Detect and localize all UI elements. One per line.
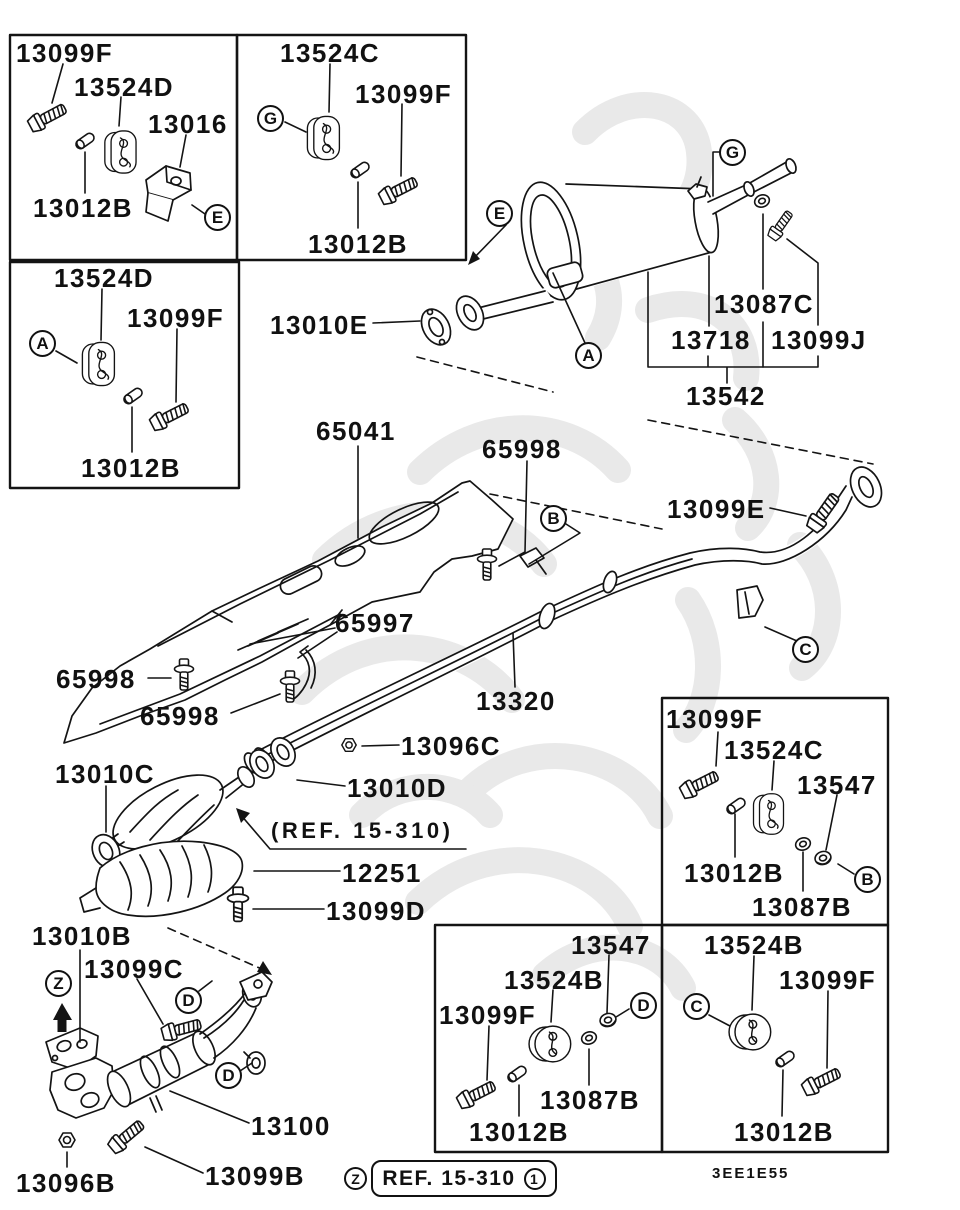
footer-ref-badge: 1 <box>524 1168 546 1190</box>
callout-G: G <box>257 105 284 132</box>
ring-13087C-icon <box>753 193 771 209</box>
part-label: 13099B <box>205 1161 306 1191</box>
box3-parts <box>82 342 190 432</box>
part-label: 13099F <box>16 38 114 68</box>
bolt-13099B-icon <box>106 1117 147 1155</box>
part-label: 13099F <box>127 303 225 333</box>
bolt-13099F-icon <box>148 400 190 433</box>
bottom-right-box-parts <box>729 1014 843 1098</box>
nut-13547-icon <box>814 850 833 867</box>
gasket-13010E-icon <box>416 304 457 350</box>
part-label: 65998 <box>482 434 562 464</box>
hanger-13524B-icon <box>729 1014 771 1050</box>
part-label: 13012B <box>33 193 134 223</box>
heat-shield-drawing <box>64 481 513 743</box>
part-label: 13016 <box>148 109 228 139</box>
part-label: 12251 <box>342 858 422 888</box>
pin-13012B-icon <box>506 1065 528 1084</box>
hanger-13524D-icon <box>105 131 136 173</box>
callout-A: A <box>575 342 602 369</box>
pin-13012B-icon <box>349 161 371 180</box>
nut-13096B-icon <box>59 1133 75 1147</box>
diagram-code: 3EE1E55 <box>712 1165 790 1182</box>
part-label: 13099F <box>439 1000 537 1030</box>
part-label: 13099F <box>355 79 453 109</box>
bolt-13099F-icon <box>377 174 419 207</box>
part-label: 13524D <box>74 72 175 102</box>
part-label: 13099F <box>779 965 877 995</box>
bolt-13099J-icon <box>766 209 795 242</box>
callout-D: D <box>175 987 202 1014</box>
part-label: 13012B <box>308 229 409 259</box>
part-label: 13718 <box>671 325 751 355</box>
box2-parts <box>307 116 419 206</box>
part-label: 13096C <box>401 731 502 761</box>
callout-E: E <box>486 200 513 227</box>
hanger-13524C-icon <box>754 794 784 835</box>
callout-B: B <box>854 866 881 893</box>
callout-B: B <box>540 505 567 532</box>
ring-13087B-icon <box>794 836 812 852</box>
hanger-13524B-icon <box>529 1026 571 1062</box>
part-label: 13100 <box>251 1111 331 1141</box>
part-label: 13010C <box>55 759 156 789</box>
part-label: 65997 <box>335 608 415 638</box>
part-label: 65998 <box>140 701 220 731</box>
part-label: 13099J <box>771 325 867 355</box>
bolt-13099F-icon <box>800 1065 842 1098</box>
part-label: 13012B <box>469 1117 570 1147</box>
callout-A: A <box>29 330 56 357</box>
part-label: 13010D <box>347 773 448 803</box>
part-label: 13012B <box>734 1117 835 1147</box>
part-label: 13010E <box>270 310 369 340</box>
part-label: 65041 <box>316 416 396 446</box>
bracket-13016-icon <box>146 166 191 221</box>
z-direction-arrow-icon <box>53 1003 72 1032</box>
callout-G: G <box>719 139 746 166</box>
washer-13087B-icon <box>580 1030 598 1046</box>
part-label: 13320 <box>476 686 556 716</box>
pin-13012B-icon <box>725 797 747 816</box>
part-label: 13099D <box>326 896 427 926</box>
part-label: 13524D <box>54 263 155 293</box>
pin-13012B-icon <box>74 132 96 151</box>
ref-note-label: (REF. 15-310) <box>271 818 454 843</box>
pin-13012B-icon <box>774 1050 796 1069</box>
part-label: 13087B <box>540 1085 641 1115</box>
callout-D: D <box>630 992 657 1019</box>
callout-Z: Z <box>45 970 72 997</box>
nut-13547-icon <box>599 1012 618 1029</box>
part-label: 13099C <box>84 954 185 984</box>
stud-13099D-icon <box>228 887 249 921</box>
part-label: 13542 <box>686 381 766 411</box>
part-label: 13547 <box>797 770 877 800</box>
part-label: 13096B <box>16 1168 117 1198</box>
part-label: 13524C <box>280 38 381 68</box>
bolt-13099F-icon <box>26 101 68 134</box>
part-label: 13524B <box>504 965 605 995</box>
pin-13012B-icon <box>122 387 144 406</box>
part-label: 13087B <box>752 892 853 922</box>
callout-D: D <box>215 1062 242 1089</box>
footer-ref-box <box>371 1160 557 1197</box>
callout-E: E <box>204 204 231 231</box>
nut-13096C-icon <box>342 739 356 752</box>
callout-C: C <box>683 993 710 1020</box>
bolt-13099F-icon <box>678 768 720 801</box>
part-label: 13099E <box>667 494 766 524</box>
part-label: 13010B <box>32 921 133 951</box>
callout-C: C <box>792 636 819 663</box>
part-label: 13524C <box>724 735 825 765</box>
part-label: 13012B <box>684 858 785 888</box>
hanger-13524C-icon <box>307 116 339 159</box>
part-label: 13087C <box>714 289 815 319</box>
footer-ref-text: REF. 15-310 <box>382 1166 516 1190</box>
bolt-13099F-icon <box>455 1078 497 1111</box>
footer-callout-Z: Z <box>344 1167 367 1190</box>
part-label: 13012B <box>81 453 182 483</box>
part-label: 13547 <box>571 930 651 960</box>
part-label: 65998 <box>56 664 136 694</box>
part-label: 13524B <box>704 930 805 960</box>
part-label: 13099F <box>666 704 764 734</box>
hanger-13524D-icon <box>82 342 114 385</box>
